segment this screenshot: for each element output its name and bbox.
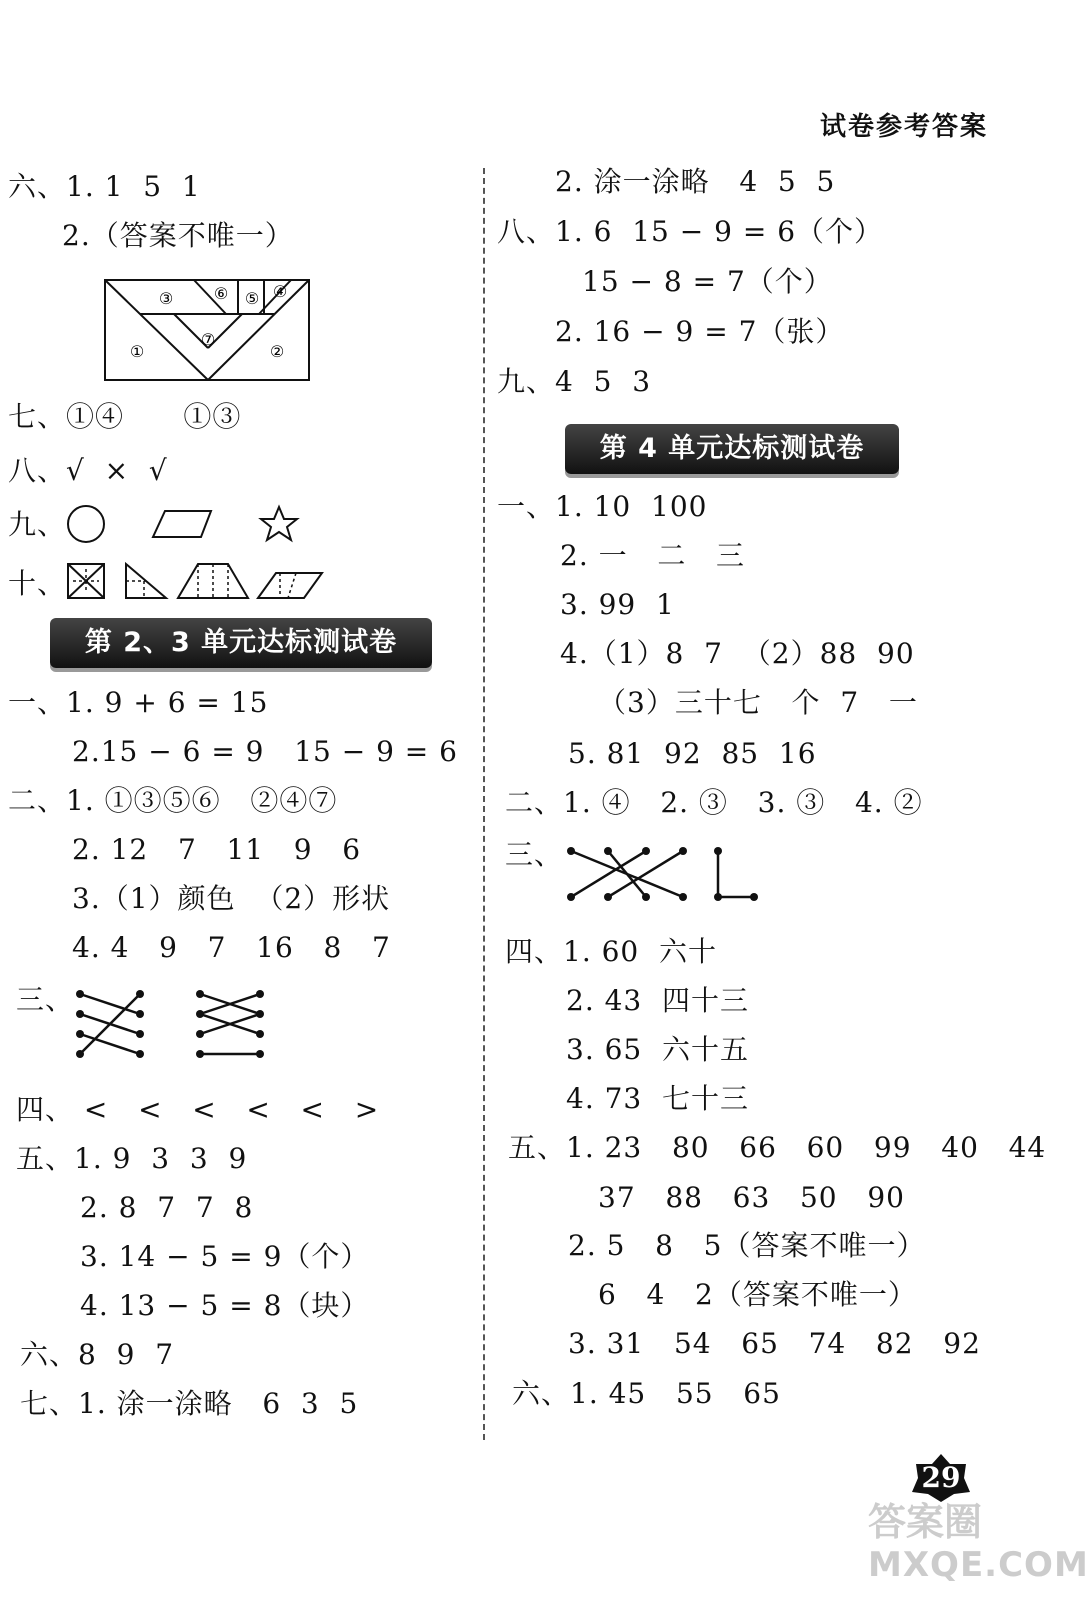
answer-line: 15 − 8 = 7（个） [582, 265, 833, 298]
figure-label: ⑤ [244, 289, 260, 308]
answer-line: 六、8 9 7 [20, 1338, 175, 1371]
answer-line: 八、√ × √ [8, 454, 168, 487]
answer-line: 3. 14 − 5 = 9（个） [80, 1240, 370, 1273]
tangram-figure [104, 279, 310, 383]
answer-line: 七、1. 涂一涂略 6 3 5 [20, 1387, 359, 1420]
watermark-url-text: MXQE.COM [868, 1545, 1089, 1585]
shape-fold-answers-row [66, 561, 326, 603]
figure-label: ⑦ [200, 330, 216, 349]
section-banner-unit-4: 第 4 单元达标测试卷 [565, 424, 899, 474]
answer-line: 六、1. 45 55 65 [512, 1377, 781, 1410]
page-header-title: 试卷参考答案 [820, 112, 989, 142]
answer-line: 五、1. 23 80 66 60 99 40 44 [508, 1131, 1047, 1164]
page-number-badge [910, 1452, 972, 1502]
column-divider [483, 168, 485, 1440]
figure-label: ② [269, 342, 285, 361]
section-banner-unit-2-3: 第 2、3 单元达标测试卷 [50, 618, 432, 668]
answer-line: 2. 43 四十三 [566, 984, 750, 1017]
answer-line: 37 88 63 50 90 [598, 1181, 905, 1214]
answer-line: 3. 65 六十五 [566, 1033, 750, 1066]
answer-line: 三、 [16, 983, 75, 1016]
answer-line: 2. 一 二 三 [560, 539, 746, 572]
figure-label: ④ [272, 282, 288, 301]
answer-line: 2. 16 − 9 = 7（张） [555, 315, 845, 348]
answer-line: 2.（答案不唯一） [62, 219, 294, 252]
answer-line: 4. 4 9 7 16 8 7 [72, 931, 391, 964]
answer-line: 2. 涂一涂略 4 5 5 [555, 165, 836, 198]
answer-line: 六、1. 1 5 1 [8, 170, 201, 203]
answer-line: （3）三十七 个 7 一 [598, 686, 918, 719]
answer-line: 十、 [8, 567, 67, 600]
answer-line: 四、1. 60 六十 [505, 935, 718, 968]
figure-label: ⑥ [213, 284, 229, 303]
answer-line: 3.（1）颜色 （2）形状 [72, 882, 391, 915]
answer-line: 6 4 2（答案不唯一） [598, 1278, 917, 1311]
answer-line: 一、1. 10 100 [497, 490, 708, 523]
page-number: 29 [921, 1461, 961, 1494]
figure-label: ① [129, 342, 145, 361]
answer-line: 2. 8 7 7 8 [80, 1191, 254, 1224]
answer-line: 二、1. ①③⑤⑥ ②④⑦ [8, 784, 338, 817]
circle-shape [68, 506, 104, 542]
answer-line: 二、1. ④ 2. ③ 3. ③ 4. ② [505, 786, 923, 819]
answer-line: 四、 < < < < < > [16, 1093, 380, 1126]
answer-line: 2.15 − 6 = 9 15 − 9 = 6 [72, 735, 458, 768]
answer-line: 4. 73 七十三 [566, 1082, 750, 1115]
answer-line: 九、 [8, 508, 67, 541]
answer-line: 4. 13 − 5 = 8（块） [80, 1289, 370, 1322]
answer-line: 3. 31 54 65 74 82 92 [568, 1327, 981, 1360]
answer-line: 七、①④ ①③ [8, 400, 242, 433]
matching-lines-right [566, 845, 762, 905]
matching-lines-left [74, 988, 274, 1064]
answer-line: 五、1. 9 3 3 9 [16, 1142, 248, 1175]
answer-line: 一、1. 9 + 6 = 15 [8, 686, 269, 719]
watermark-logo-text: 答案圈 [868, 1500, 983, 1544]
parallelogram-shape [153, 511, 211, 537]
star-shape [261, 507, 297, 540]
answer-line: 3. 99 1 [560, 588, 675, 621]
answer-line: 九、4 5 3 [497, 365, 652, 398]
answer-line: 4.（1）8 7 （2）88 90 [560, 637, 915, 670]
answer-line: 2. 12 7 11 9 6 [72, 833, 362, 866]
answer-line: 八、1. 6 15 − 9 = 6（个） [497, 215, 884, 248]
answer-line: 2. 5 8 5（答案不唯一） [568, 1229, 926, 1262]
answer-line: 三、 [505, 838, 564, 871]
shape-answers-row [65, 503, 305, 547]
answer-line: 5. 81 92 85 16 [568, 737, 817, 770]
figure-label: ③ [158, 289, 174, 308]
